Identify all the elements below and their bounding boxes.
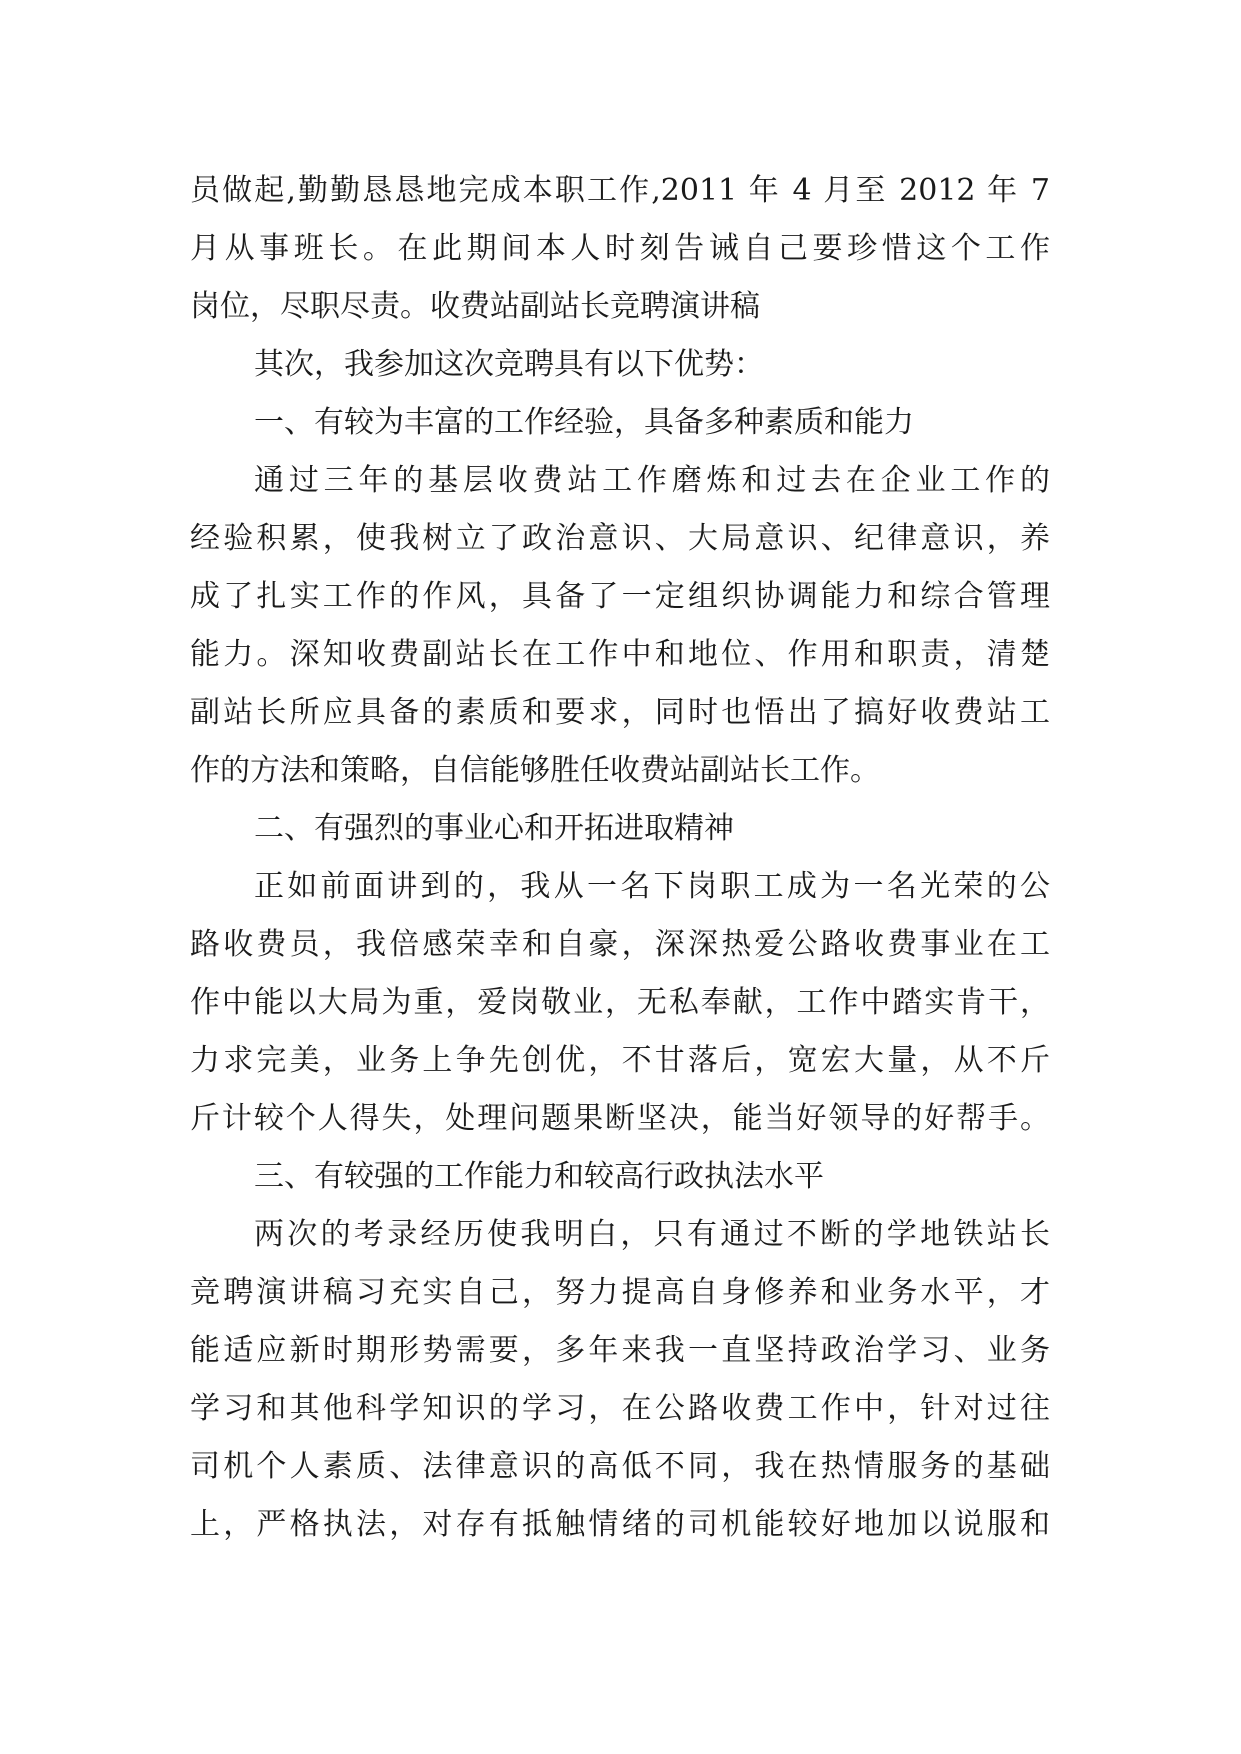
text-line: 能适应新时期形势需要，多年来我一直坚持政治学习、业务 (190, 1333, 1050, 1368)
text-line: 竞聘演讲稿习充实自己，努力提高自身修养和业务水平，才 (190, 1275, 1050, 1310)
paragraph-start-line: 通过三年的基层收费站工作磨炼和过去在企业工作的 (254, 463, 1050, 498)
text-line: 成了扎实工作的作风，具备了一定组织协调能力和综合管理 (190, 579, 1050, 614)
section-heading: 三、有较强的工作能力和较高行政执法水平 (254, 1159, 824, 1194)
text-line: 能力。深知收费副站长在工作中和地位、作用和职责，清楚 (190, 637, 1050, 672)
body-text (190, 162, 1050, 1554)
text-line: 路收费员，我倍感荣幸和自豪，深深热爱公路收费事业在工 (190, 927, 1050, 962)
text-line: 作的方法和策略，自信能够胜任收费站副站长工作。 (190, 753, 880, 788)
section-heading: 一、有较为丰富的工作经验，具备多种素质和能力 (254, 405, 914, 440)
text-line: 力求完美，业务上争先创优，不甘落后，宽宏大量，从不斤 (190, 1043, 1050, 1078)
paragraph-start-line: 两次的考录经历使我明白，只有通过不断的学地铁站长 (254, 1217, 1050, 1252)
text-line: 岗位，尽职尽责。收费站副站长竞聘演讲稿 (190, 289, 760, 324)
text-line: 上，严格执法，对存有抵触情绪的司机能较好地加以说服和 (190, 1507, 1050, 1542)
paragraph-start-line: 正如前面讲到的，我从一名下岗职工成为一名光荣的公 (254, 869, 1050, 904)
text-line: 月从事班长。在此期间本人时刻告诫自己要珍惜这个工作 (190, 231, 1050, 266)
text-line: 作中能以大局为重，爱岗敬业，无私奉献，工作中踏实肯干， (190, 985, 1050, 1020)
text-line: 司机个人素质、法律意识的高低不同，我在热情服务的基础 (190, 1449, 1050, 1484)
section-heading: 二、有强烈的事业心和开拓进取精神 (254, 811, 734, 846)
paragraph-start-line: 其次，我参加这次竞聘具有以下优势： (254, 347, 764, 382)
text-line: 斤计较个人得失，处理问题果断坚决，能当好领导的好帮手。 (190, 1101, 1050, 1136)
text-line: 员做起,勤勤恳恳地完成本职工作,2011 年 4 月至 2012 年 7 (190, 173, 1050, 208)
text-line: 学习和其他科学知识的学习，在公路收费工作中，针对过往 (190, 1391, 1050, 1426)
text-line: 副站长所应具备的素质和要求，同时也悟出了搞好收费站工 (190, 695, 1050, 730)
text-line: 经验积累，使我树立了政治意识、大局意识、纪律意识，养 (190, 521, 1050, 556)
